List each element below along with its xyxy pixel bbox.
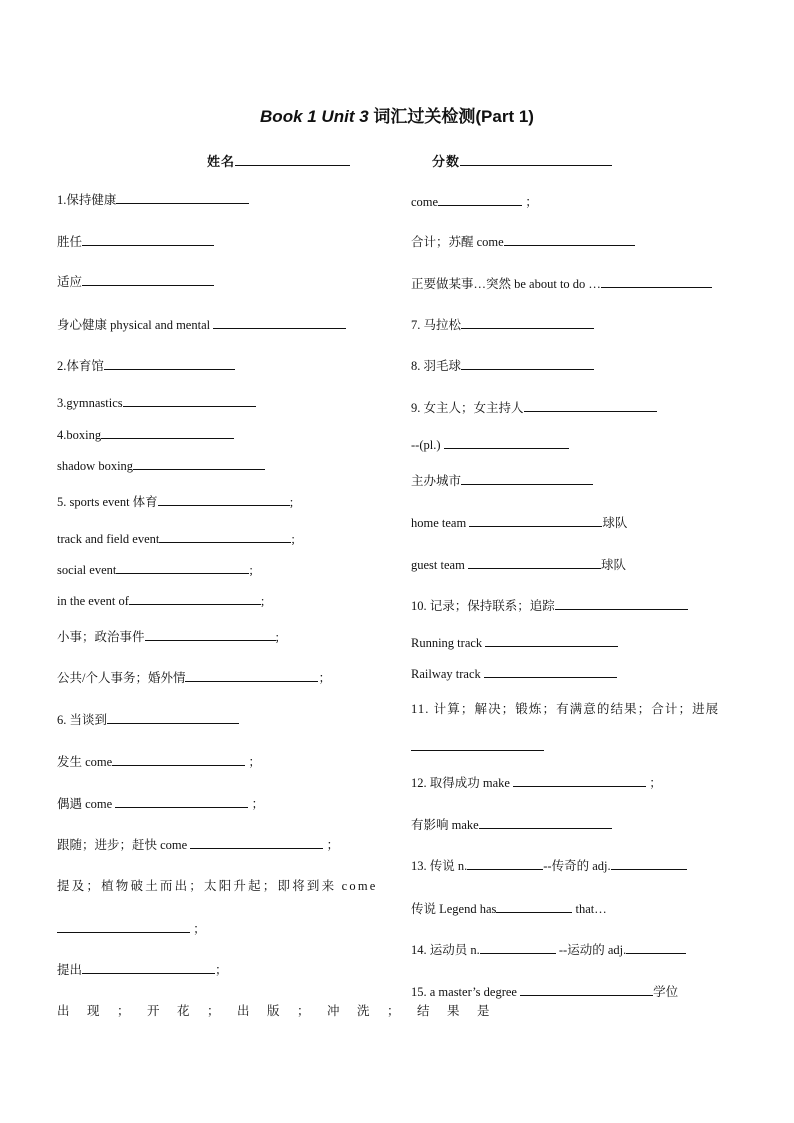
- list-item: 7. 马拉松: [411, 316, 594, 333]
- answer-blank[interactable]: [601, 275, 712, 288]
- answer-blank[interactable]: [116, 191, 249, 204]
- answer-blank[interactable]: [82, 961, 215, 974]
- score-label: 分数: [432, 154, 461, 169]
- list-item: 9. 女主人；女主持人: [411, 399, 657, 416]
- answer-blank[interactable]: [461, 316, 594, 329]
- answer-blank[interactable]: [159, 530, 291, 543]
- title-part: (Part 1): [475, 107, 534, 126]
- answer-blank[interactable]: [158, 493, 290, 506]
- list-item: 有影响 make: [411, 816, 612, 833]
- list-item: 12. 取得成功 make ；: [411, 776, 662, 790]
- list-item: 13. 传说 n. --传奇的 adj.: [411, 857, 687, 874]
- answer-blank[interactable]: [57, 920, 190, 933]
- list-item: come ；: [411, 195, 538, 209]
- answer-blank[interactable]: [520, 983, 653, 996]
- answer-blank[interactable]: [213, 316, 346, 329]
- answer-blank[interactable]: [101, 426, 234, 439]
- answer-blank[interactable]: [504, 233, 635, 246]
- answer-blank[interactable]: [190, 836, 323, 849]
- list-item: 提及；植物破土而出；太阳升起；即将到来 come: [57, 879, 378, 893]
- answer-blank[interactable]: [485, 634, 618, 647]
- answer-blank[interactable]: [461, 472, 593, 485]
- list-item: 3.gymnastics: [57, 394, 256, 411]
- answer-blank[interactable]: [115, 795, 248, 808]
- answer-blank[interactable]: [467, 857, 543, 870]
- list-item: 10. 记录；保持联系；追踪: [411, 597, 688, 614]
- list-item: 6. 当谈到: [57, 711, 239, 728]
- list-item: [411, 738, 544, 755]
- list-item: 14. 运动员 n. --运动的 adj.: [411, 941, 686, 958]
- page-title: [0, 102, 794, 127]
- list-item: shadow boxing: [57, 457, 265, 474]
- title-cn: 词汇过关检测: [373, 107, 476, 126]
- list-item: 1.保持健康: [57, 191, 249, 208]
- answer-blank[interactable]: [469, 514, 602, 527]
- answer-blank[interactable]: [611, 857, 687, 870]
- score-blank[interactable]: [460, 153, 612, 166]
- list-item: 提出 ；: [57, 963, 228, 977]
- list-item: 5. sports event 体育 ;: [57, 495, 294, 509]
- answer-blank[interactable]: [133, 457, 265, 470]
- name-blank[interactable]: [235, 153, 350, 166]
- answer-blank[interactable]: [185, 669, 318, 682]
- score-field: [432, 153, 612, 170]
- list-item: 适应: [57, 273, 214, 290]
- list-item: 出现；开花；出版；冲洗；结果是: [57, 1004, 508, 1018]
- list-item: 胜任: [57, 233, 214, 250]
- answer-blank[interactable]: [468, 556, 601, 569]
- answer-blank[interactable]: [145, 628, 276, 641]
- list-item: 15. a master’s degree 学位: [411, 985, 679, 999]
- list-item: home team 球队: [411, 516, 628, 530]
- list-item: Railway track: [411, 665, 617, 682]
- list-item: 合计；苏醒 come: [411, 233, 635, 250]
- list-item: Running track: [411, 634, 618, 651]
- answer-blank[interactable]: [82, 273, 214, 286]
- answer-blank[interactable]: [123, 394, 256, 407]
- list-item: social event ;: [57, 563, 253, 577]
- answer-blank[interactable]: [107, 711, 239, 724]
- name-label: 姓名: [207, 154, 236, 169]
- list-item: 跟随；进步；赶快 come ；: [57, 838, 339, 852]
- answer-blank[interactable]: [438, 193, 522, 206]
- list-item: ；: [57, 920, 206, 937]
- list-item: 8. 羽毛球: [411, 357, 594, 374]
- list-item: --(pl.): [411, 436, 569, 453]
- title-book-unit: Book 1 Unit 3: [260, 107, 369, 126]
- name-field: [207, 153, 350, 170]
- list-item: 身心健康 physical and mental: [57, 316, 346, 333]
- answer-blank[interactable]: [411, 738, 544, 751]
- list-item: guest team 球队: [411, 558, 626, 572]
- answer-blank[interactable]: [626, 941, 686, 954]
- answer-blank[interactable]: [461, 357, 594, 370]
- list-item: 传说 Legend has that…: [411, 902, 607, 916]
- answer-blank[interactable]: [513, 774, 646, 787]
- answer-blank[interactable]: [524, 399, 657, 412]
- answer-blank[interactable]: [82, 233, 214, 246]
- list-item: 公共/个人事务；婚外情 ；: [57, 671, 331, 685]
- answer-blank[interactable]: [496, 900, 572, 913]
- answer-blank[interactable]: [555, 597, 688, 610]
- answer-blank[interactable]: [116, 561, 249, 574]
- answer-blank[interactable]: [479, 816, 612, 829]
- list-item: 正要做某事…突然 be about to do …: [411, 275, 712, 292]
- list-item: 主办城市: [411, 472, 593, 489]
- list-item: in the event of ;: [57, 594, 265, 608]
- answer-blank[interactable]: [104, 357, 235, 370]
- answer-blank[interactable]: [112, 753, 245, 766]
- list-item: 小事；政治事件 ;: [57, 630, 279, 644]
- list-item: 2.体育馆: [57, 357, 235, 374]
- answer-blank[interactable]: [444, 436, 569, 449]
- answer-blank[interactable]: [484, 665, 617, 678]
- list-item: 11. 计算；解决；锻炼；有满意的结果；合计；进展: [411, 702, 720, 716]
- list-item: track and field event ;: [57, 532, 295, 546]
- answer-blank[interactable]: [129, 592, 261, 605]
- answer-blank[interactable]: [480, 941, 556, 954]
- list-item: 偶遇 come ；: [57, 797, 264, 811]
- list-item: 发生 come ；: [57, 755, 261, 769]
- list-item: 4.boxing: [57, 426, 234, 443]
